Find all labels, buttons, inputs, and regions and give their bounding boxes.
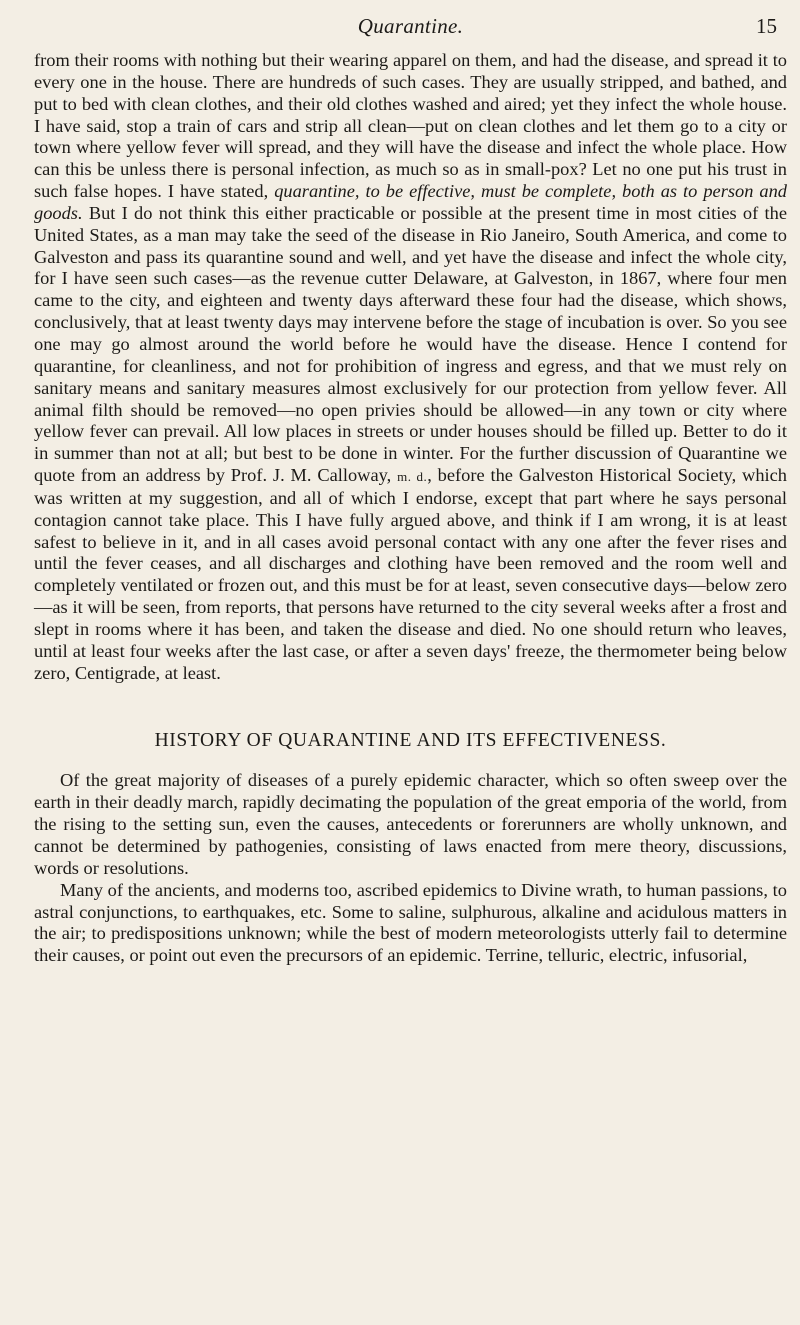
paragraph-1-text-a: from their rooms with nothing but their wearing apparel on them, and had the disease, and spread it to every one in the house. There are hundreds of such cases. They are usually stripped, and bathed, and put to bed with clean clothes, and their old clothes washed and aired; yet they infect the whole house. I have said, stop a train of cars and strip all clean—put on clean clothes and let them go to a city or town where yellow fever will spread, and they will have the disease and infect the whole place. How can this be unless there is personal infection, as much so as in small-pox? Let no one put his trust in such false hopes. I have stated, [34,50,787,202]
section-heading: HISTORY OF QUARANTINE AND ITS EFFECTIVENESS. [154,730,667,752]
page-number: 15 [756,14,777,38]
body-paragraph-3: Many of the ancients, and moderns too, ascribed epidemics to Divine wrath, to human passions, to astral conjunctions, to earthquakes, etc. Some to saline, sulphurous, alkaline and acidulous matters in the air; to predispositions unknown; while the best of modern meteorologists utterly fail to determine their causes, or point out even the precursors of an epidemic. Terrine, telluric, electric, infusorial, [34,879,787,966]
body-paragraph-2: Of the great majority of diseases of a purely epidemic character, which so often sweep over the earth in their deadly march, rapidly decimating the population of the great emporia of the world, from the rising to the setting sun, even the causes, antecedents or forerunners are wholly unknown, and cannot be determined by pathogenies, consisting of laws enacted from mere theory, discussions, words or resolutions. [34,770,787,878]
paragraph-1-text-c: , before the Galveston Historical Society, which was written at my suggestion, and all of which I endorse, except that part where he says personal contagion cannot take place. This I have fully argued above, and think if I am wrong, it is at least safest to believe in it, and in all cases avoid personal contact with any one after the fever rises and until the fever ceases, and all discharges and clothing have been removed and the room well and completely ventilated or frozen out, and this must be for at least, seven consecutive days—below zero—as it will be seen, from reports, that persons have returned to the city several weeks after a frost and slept in rooms where it has been, and taken the disease and died. No one should return who leaves, until at least four weeks after the last case, or after a seven days' freeze, the thermometer being below zero, Centigrade, at least. [34,465,787,683]
body-paragraph-1 [34,50,787,684]
paragraph-1-text-b: But I do not think this either practicable or possible at the present time in most cities of the United States, as a man may take the seed of the disease in Rio Janeiro, South America, and come to Galveston and pass its quarantine sound and well, and yet have the disease and infect the whole city, for I have seen such cases—as the revenue cutter Delaware, at Galveston, in 1867, where four men came to the city, and eighteen and twenty days afterward these four had the disease, which shows, conclusively, that at least twenty days may intervene before the stage of incubation is over. So you see one may go almost around the world before he would have the disease. Hence I contend for quarantine, for cleanliness, and not for prohibition of ingress and egress, and that we must rely on sanitary means and sanitary measures almost exclusively for our protection from yellow fever. All animal filth should be removed—no open privies should be allowed—in any town or city where yellow fever can prevail. All low places in streets or under houses should be filled up. Better to do it in summer than not at all; but best to be done in winter. For the further discussion of Quarantine we quote from an address by Prof. J. M. Calloway, [34,202,787,486]
degree-abbreviation: m. d. [397,469,428,485]
running-title: Quarantine. [357,14,464,38]
page-header [34,14,787,50]
paragraph-1-emphasis: quarantine, to be effective, must be complete, both as to person and goods. [34,181,787,223]
